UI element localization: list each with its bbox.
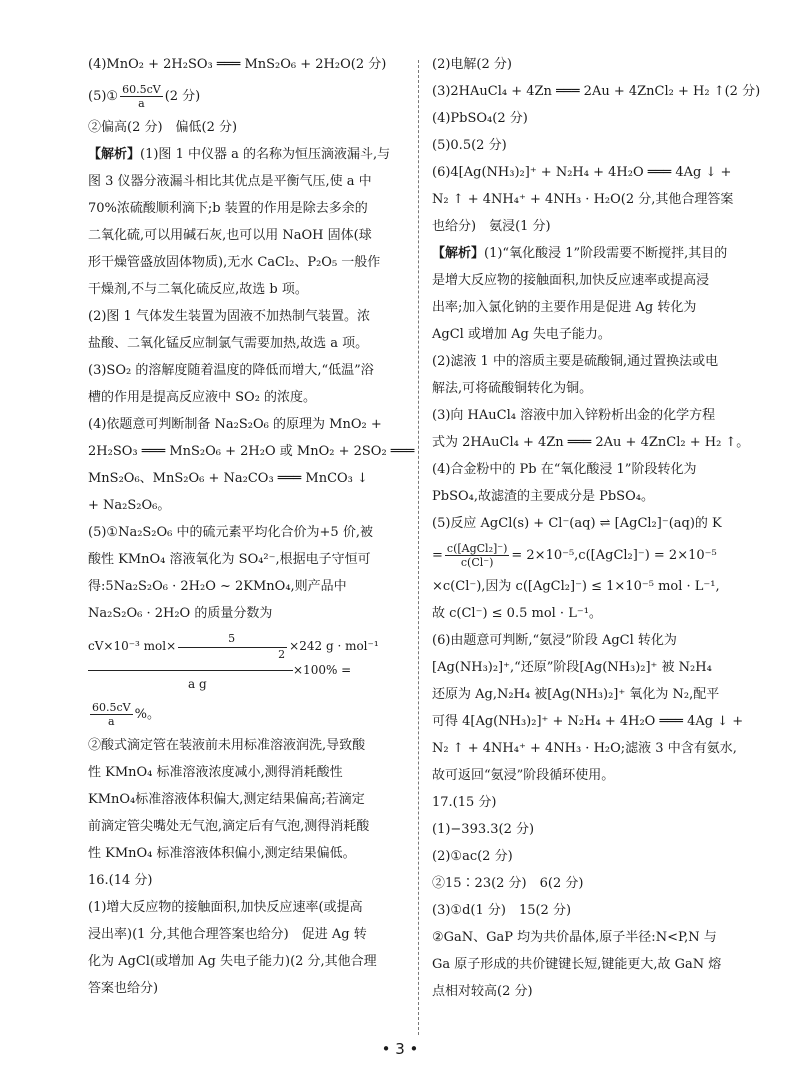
answer-16-2: (2)电解(2 分)	[432, 57, 512, 72]
analysis-line: 还原为 Ag,N₂H₄ 被[Ag(NH₃)₂]⁺ 氧化为 N₂,配平	[432, 687, 720, 702]
analysis-line: (5)反应 AgCl(s) + Cl⁻(aq) ⇌ [AgCl₂]⁻(aq)的 K	[432, 516, 722, 531]
answer-15-5-1: (5)① $\frac{60.5cV}{a}$ (2 分)	[88, 83, 201, 110]
analysis-line: 【解析】(1)“氧化酸浸 1”阶段需要不断搅拌,其目的	[432, 246, 728, 261]
analysis-line: + Na₂S₂O₆。	[88, 498, 171, 513]
analysis-line: (4)合金粉中的 Pb 在“氧化酸浸 1”阶段转化为	[432, 462, 697, 477]
analysis-line: 图 3 仪器分液漏斗相比其优点是平衡气压,使 a 中	[88, 174, 372, 189]
analysis-line: Na₂S₂O₆ · 2H₂O 的质量分数为	[88, 606, 273, 621]
analysis-line: 二氧化硫,可以用碱石灰,也可以用 NaOH 固体(球	[88, 228, 372, 243]
question-17-header: 17.(15 分)	[432, 795, 497, 810]
answer-17-2: (2)①ac(2 分)	[432, 849, 513, 864]
analysis-line: (3)SO₂ 的溶解度随着温度的降低而增大,“低温”浴	[88, 363, 374, 378]
question-16-header: 16.(14 分)	[88, 873, 153, 888]
answer-16-1: 化为 AgCl(或增加 Ag 失电子能力)(2 分,其他合理	[88, 954, 377, 969]
analysis-line: 2H₂SO₃ ═══ MnS₂O₆ + 2H₂O 或 MnO₂ + 2SO₂ ═══	[88, 444, 415, 459]
analysis-line: PbSO₄,故滤渣的主要成分是 PbSO₄。	[432, 489, 654, 504]
fraction: $\frac{60.5cV}{a}$	[92, 701, 131, 728]
analysis-line: 性 KMnO₄ 标准溶液浓度减小,测得消耗酸性	[88, 765, 343, 780]
analysis-line: 可得 4[Ag(NH₃)₂]⁺ + N₂H₄ + 4H₂O ═══ 4Ag ↓ +	[432, 714, 744, 729]
analysis-line: (3)向 HAuCl₄ 溶液中加入锌粉析出金的化学方程	[432, 408, 716, 423]
analysis-line: 【解析】(1)图 1 中仪器 a 的名称为恒压滴液漏斗,与	[88, 147, 391, 162]
analysis-line: 前滴定管尖嘴处无气泡,滴定后有气泡,测得消耗酸	[88, 819, 370, 834]
answer-16-6: (6)4[Ag(NH₃)₂]⁺ + N₂H₄ + 4H₂O ═══ 4Ag ↓ +	[432, 165, 732, 180]
answer-16-3: (3)2HAuCl₄ + 4Zn ═══ 2Au + 4ZnCl₂ + H₂ ↑(2 分)	[432, 84, 761, 99]
answer-17-3: Ga 原子形成的共价键键长短,键能更大,故 GaN 熔	[432, 957, 722, 972]
answer-16-6: N₂ ↑ + 4NH₄⁺ + 4NH₃ · H₂O(2 分,其他合理答案	[432, 192, 734, 207]
fraction: $\frac{5}{2}$	[178, 632, 287, 661]
answer-16-1: 答案也给分)	[88, 981, 159, 996]
analysis-line: MnS₂O₆、MnS₂O₆ + Na₂CO₃ ═══ MnCO₃ ↓	[88, 471, 368, 486]
analysis-line: 性 KMnO₄ 标准溶液体积偏小,测定结果偏低。	[88, 846, 356, 861]
analysis-line: 出率;加入氯化钠的主要作用是促进 Ag 转化为	[432, 300, 697, 315]
analysis-line: 得:5Na₂S₂O₆ · 2H₂O ~ 2KMnO₄,则产品中	[88, 579, 347, 594]
analysis-line: [Ag(NH₃)₂]⁺,“还原”阶段[Ag(NH₃)₂]⁺ 被 N₂H₄	[432, 660, 712, 675]
answer-17-3: (3)①d(1 分) 15(2 分)	[432, 903, 572, 918]
analysis-line: 形干燥管盛放固体物质),无水 CaCl₂、P₂O₅ 一般作	[88, 255, 381, 270]
analysis-line: 是增大反应物的接触面积,加快反应速率或提高浸	[432, 273, 710, 288]
column-divider	[418, 60, 419, 1035]
fraction: $\frac{\text{c([AgCl₂]⁻)}}{c(Cl^-)}$	[446, 542, 508, 569]
answer-17-3: ②GaN、GaP 均为共价晶体,原子半径:N<P,N 与	[432, 930, 717, 945]
answer-17-1: (1)−393.3(2 分)	[432, 822, 535, 837]
analysis-line: (6)由题意可判断,“氨浸”阶段 AgCl 转化为	[432, 633, 677, 648]
analysis-line: (5)①Na₂S₂O₆ 中的硫元素平均化合价为+5 价,被	[88, 525, 373, 540]
analysis-line: ②酸式滴定管在装液前未用标准溶液润洗,导致酸	[88, 738, 366, 753]
analysis-line: 70%浓硫酸顺利滴下;b 装置的作用是除去多余的	[88, 201, 368, 216]
analysis-tag: 【解析】	[432, 246, 485, 261]
analysis-line: ×c(Cl⁻),因为 c([AgCl₂]⁻) ≤ 1×10⁻⁵ mol · L⁻¹,	[432, 579, 720, 594]
analysis-line: AgCl 或增加 Ag 失电子能力。	[432, 327, 611, 342]
analysis-tag: 【解析】	[88, 147, 141, 162]
answer-16-5: (5)0.5(2 分)	[432, 138, 507, 153]
analysis-line: (4)依题意可判断制备 Na₂S₂O₆ 的原理为 MnO₂ +	[88, 417, 382, 432]
answer-16-1: (1)增大反应物的接触面积,加快反应速率(或提高	[88, 900, 363, 915]
analysis-line: 酸性 KMnO₄ 溶液氧化为 SO₄²⁻,根据电子守恒可	[88, 552, 371, 567]
analysis-line: 槽的作用是提高反应液中 SO₂ 的浓度。	[88, 390, 317, 405]
fraction: $\frac{60.5cV}{a}$	[122, 83, 161, 110]
analysis-line: (2)滤液 1 中的溶质主要是硫酸铜,通过置换法或电	[432, 354, 719, 369]
answer-16-1: 浸出率)(1 分,其他合理答案也给分) 促进 Ag 转	[88, 927, 367, 942]
answer-16-4: (4)PbSO₄(2 分)	[432, 111, 528, 126]
analysis-line: 故可返回“氨浸”阶段循环使用。	[432, 768, 615, 783]
analysis-line: (2)图 1 气体发生装置为固液不加热制气装置。浓	[88, 309, 370, 324]
analysis-line: 式为 2HAuCl₄ + 4Zn ═══ 2Au + 4ZnCl₂ + H₂ ↑。	[432, 435, 750, 450]
analysis-line: KMnO₄标准溶液体积偏大,测定结果偏高;若滴定	[88, 792, 365, 807]
answer-15-5-2: ②偏高(2 分) 偏低(2 分)	[88, 120, 238, 135]
right-column	[432, 56, 761, 1010]
answer-17-3: 点相对较高(2 分)	[432, 984, 533, 999]
answer-17-2: ②15∶23(2 分) 6(2 分)	[432, 876, 584, 891]
analysis-line: 干燥剂,不与二氧化硫反应,故选 b 项。	[88, 282, 308, 297]
analysis-line: N₂ ↑ + 4NH₄⁺ + 4NH₃ · H₂O;滤液 3 中含有氨水,	[432, 741, 737, 756]
page-number: • 3 •	[381, 1040, 419, 1058]
left-column	[88, 56, 415, 1007]
analysis-line: 故 c(Cl⁻) ≤ 0.5 mol · L⁻¹。	[432, 606, 602, 621]
answer-16-6: 也给分) 氨浸(1 分)	[432, 219, 551, 234]
fraction-bar	[88, 670, 293, 671]
mass-fraction-result: $\frac{60.5cV}{a}$ %。	[92, 701, 160, 728]
answer-15-4: (4)MnO₂ + 2H₂SO₃ ═══ MnS₂O₆ + 2H₂O(2 分)	[88, 57, 387, 72]
mass-fraction-formula: cV×10⁻³ mol× $\frac{5}{2}$ ×242 g · mol⁻¹ ×100% = a g	[88, 632, 379, 691]
analysis-line: 解法,可将硫酸铜转化为铜。	[432, 381, 593, 396]
equilibrium-constant-formula: = $\frac{\text{c([AgCl₂]⁻)}}{c(Cl^-)}$ = 2×10⁻⁵,c([AgCl₂]⁻) = 2×10⁻⁵	[432, 542, 717, 569]
analysis-line: 盐酸、二氧化锰反应制氯气需要加热,故选 a 项。	[88, 336, 369, 351]
